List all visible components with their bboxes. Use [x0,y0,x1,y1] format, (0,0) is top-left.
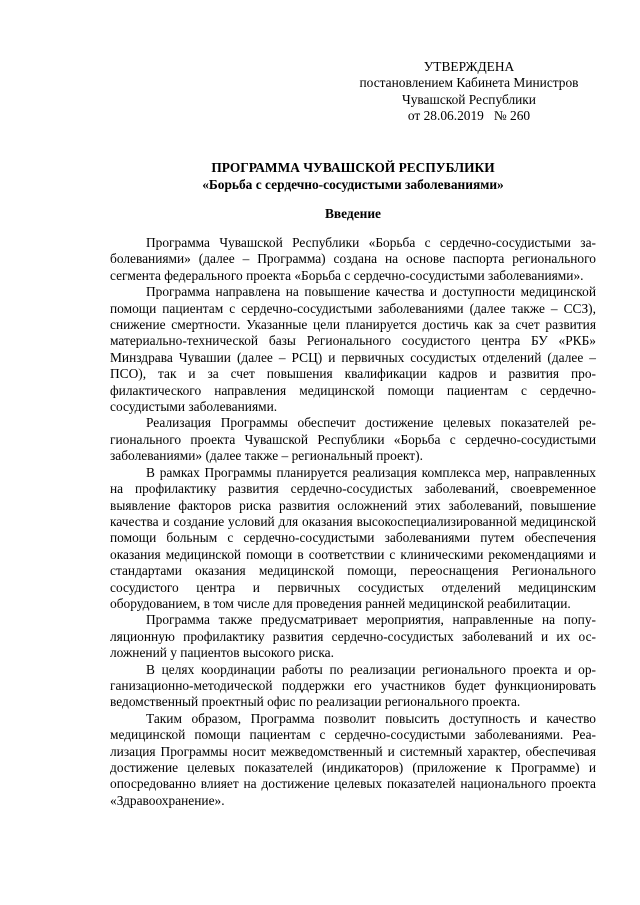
paragraph: Программа также предусматривает мероприятия, направленные на популяционную профилактику развития сердечно-сосудистых заболеваний и их осложнений у пациентов высокого риска. [110,612,596,661]
approval-line-approved: УТВЕРЖДЕНА [423,59,515,74]
paragraph: В целях координации работы по реализации регионального проекта и организационно-методической поддержки его участников будет функционировать ведомственный проектный офис по реализации регионального проекта. [110,661,596,710]
paragraph: Таким образом, Программа позволит повысить доступность и качество медицинской помощи пациентам с сердечно-сосудистыми заболеваниями. Реализация Программы носит межведомственный и системный характер, обеспечивая достижение целевых показателей (индикаторов) (приложение к Программе) и опосредованно влияет на достижение целевых показателей национального проекта «Здравоохранение». [110,710,596,808]
program-subtitle: «Борьба с сердечно-сосудистыми заболеваниями» [202,177,504,192]
approval-stamp-block [340,59,598,125]
section-heading: Введение [324,206,382,221]
paragraph: Реализация Программы обеспечит достижение целевых показателей регионального проекта Чувашской Республики «Борьба с сердечно-сосудистыми заболеваниями» (далее также – региональный проект). [110,415,596,464]
approval-line-republic: Чувашской Республики [402,91,536,107]
section-body [110,235,596,809]
program-title: ПРОГРАММА ЧУВАШСКОЙ РЕСПУБЛИКИ [211,160,495,175]
approval-line-date-number: от 28.06.2019 № 260 [407,108,531,124]
paragraph: Программа Чувашской Республики «Борьба с сердечно-сосудистыми заболеваниями» (далее – Программа) создана на основе паспорта регионального сегмента федерального проекта «Борьба с сердечно-сосудистыми заболеваниями». [110,235,596,283]
approval-line-resolution: постановлением Кабинета Министров [359,75,579,91]
paragraph: В рамках Программы планируется реализация комплекса мер, направленных на профилактику развития сердечно-сосудистых заболеваний, своевременное выявление факторов риска развития осложнений этих заболеваний, повышение качества и создание условий для оказания высокоспециализированной медицинской помощи больным с сердечно-сосудистыми заболеваниями путем обеспечения оказания медицинской помощи в соответствии с клиническими рекомендациями и стандартами оказания медицинской помощи, переоснащения Регионального сосудистого центра и первичных сосудистых отделений медицинским оборудованием, в том числе для проведения ранней медицинской реабилитации. [110,464,596,611]
paragraph: Программа направлена на повышение качества и доступности медицинской помощи пациентам с сердечно-сосудистыми заболеваниями (далее также – ССЗ), снижение смертности. Указанные цели планируется достичь как за счет развития материально-технической базы Регионального сосудистого центра БУ «РКБ» Минздрава Чувашии (далее – РСЦ) и первичных сосудистых отделений (далее – ПСО), так и за счет повышения квалификации кадров и развития профилактического направления медицинской помощи пациентам с сердечно-сосудистыми заболеваниями. [110,284,596,415]
